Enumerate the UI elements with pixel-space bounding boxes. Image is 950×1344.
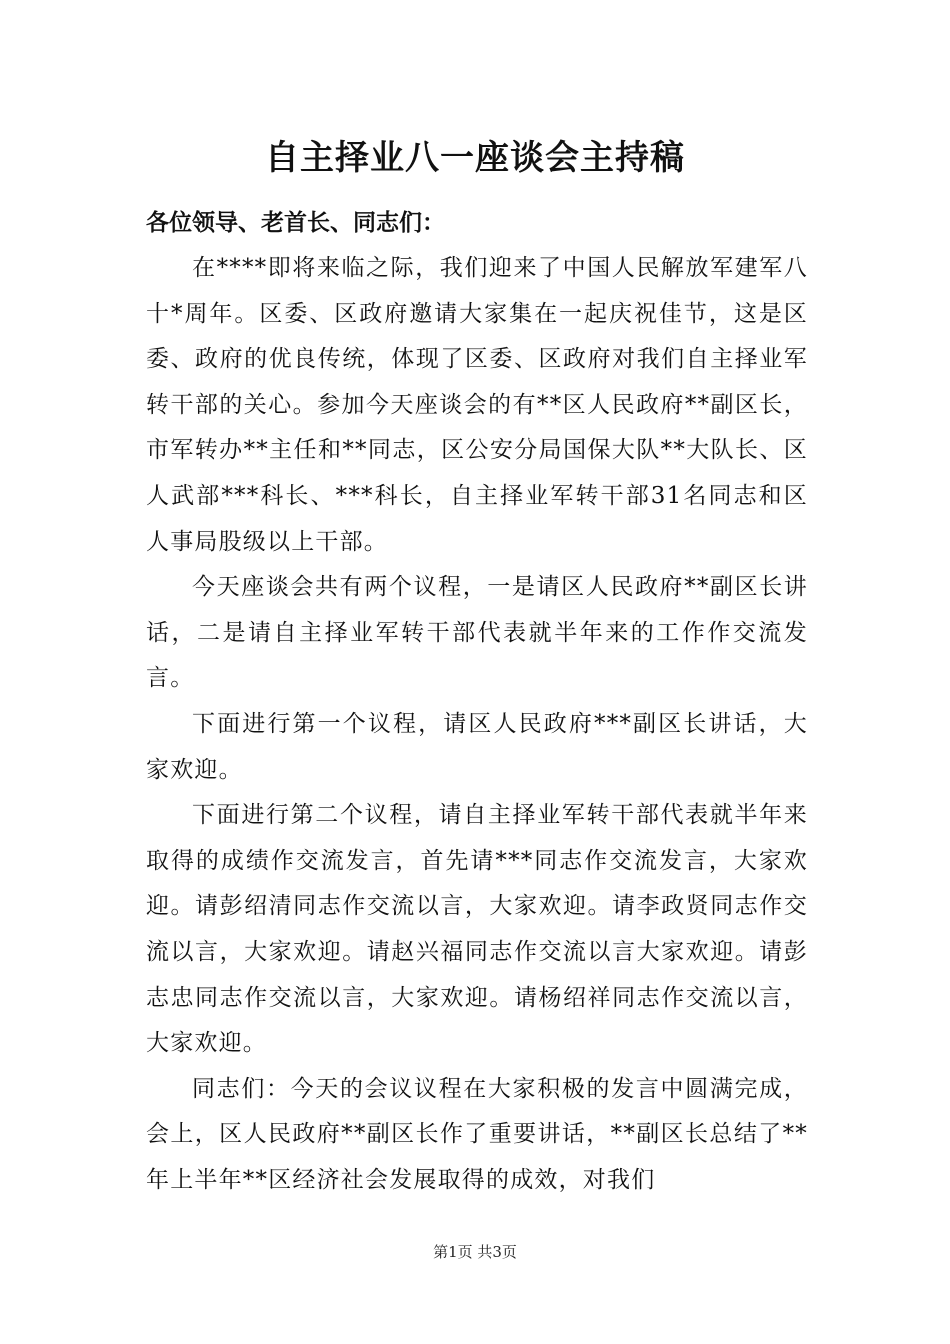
paragraph: 下面进行第一个议程，请区人民政府***副区长讲话，大家欢迎。 xyxy=(146,710,808,783)
paragraph: 下面进行第二个议程，请自主择业军转干部代表就半年来取得的成绩作交流发言，首先请***同志作交流发言，大家欢迎。请彭绍清同志作交流以言，大家欢迎。请李政贤同志作交流以言，大家欢迎。请赵兴福同志作交流以言大家欢迎。请彭志忠同志作交流以言，大家欢迎。请杨绍祥同志作交流以言，大家欢迎。 xyxy=(146,802,808,1057)
paragraph: 今天座谈会共有两个议程，一是请区人民政府**副区长讲话，二是请自主择业军转干部代表就半年来的工作作交流发言。 xyxy=(146,574,808,692)
page-footer: 第1页 共3页 xyxy=(433,1243,517,1261)
document-body xyxy=(146,246,808,1203)
paragraph: 在****即将来临之际，我们迎来了中国人民解放军建军八十*周年。区委、区政府邀请大家集在一起庆祝佳节，这是区委、政府的优良传统，体现了区委、区政府对我们自主择业军转干部的关心。参加今天座谈会的有**区人民政府**副区长，市军转办**主任和**同志，区公安分局国保大队**大队长、区人武部***科长、***科长，自主择业军转干部31名同志和区人事局股级以上干部。 xyxy=(146,255,808,555)
salutation: 各位领导、老首长、同志们： xyxy=(146,209,445,236)
paragraph: 同志们：今天的会议议程在大家积极的发言中圆满完成，会上，区人民政府**副区长作了重要讲话，**副区长总结了**年上半年**区经济社会发展取得的成效，对我们 xyxy=(146,1075,808,1193)
document-title: 自主择业八一座谈会主持稿 xyxy=(265,138,685,178)
